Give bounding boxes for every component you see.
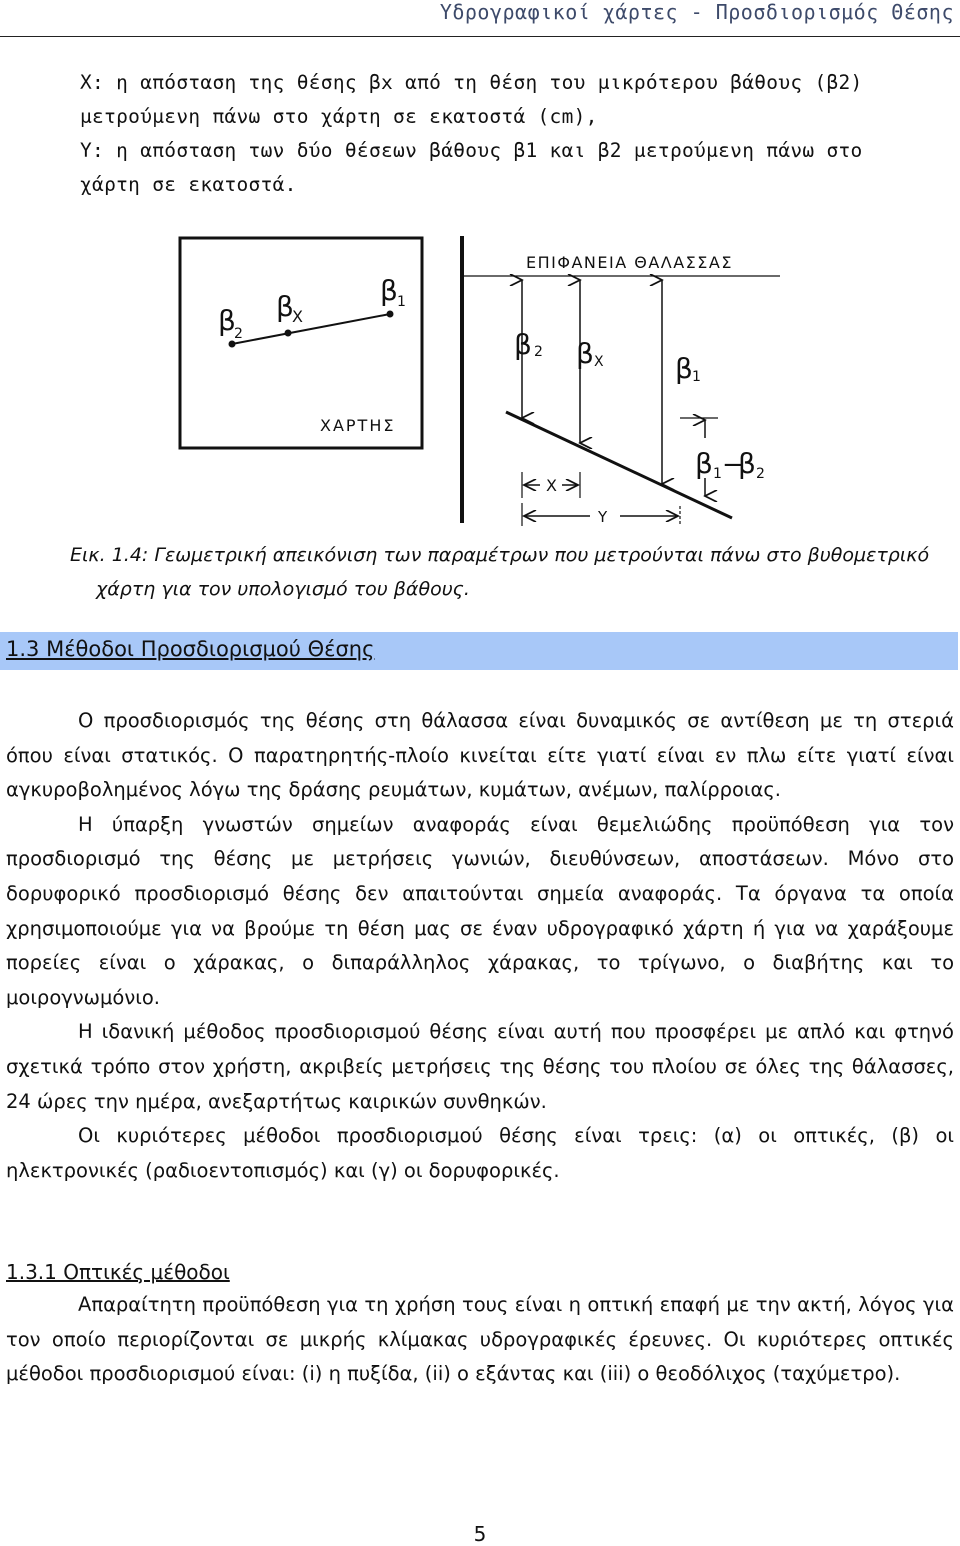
chart-line: [232, 314, 390, 344]
label-b2: β: [218, 304, 236, 337]
label-b2-sub: 2: [234, 326, 243, 342]
paragraph: Ο προσδιορισμός της θέσης στη θάλασσα είναι δυναμικός σε αντίθεση με τη στεριά όπου είναι στατικός. Ο παρατηρητής-πλοίο κινείται είτε γιατί είναι εν πλω είτε γιατί είναι αγκυροβολημένος λόγω της δράσης ρευμάτων, κυμάτων, ανέμων, παλίρροιας.: [6, 709, 954, 802]
depth-figure: [170, 228, 790, 528]
section-title: 1.3 Μέθοδοι Προσδιορισμού Θέσης: [6, 637, 375, 661]
svg-text:β: β: [576, 337, 594, 370]
svg-text:β: β: [675, 352, 693, 385]
svg-text:β: β: [514, 328, 532, 361]
svg-text:1: 1: [713, 466, 722, 482]
svg-text:1: 1: [692, 369, 701, 385]
intro-line: Χ: η απόσταση της θέσης βx από τη θέση του μικρότερου βάθους (β2): [80, 71, 863, 94]
label-bx: β: [276, 290, 294, 323]
svg-text:β: β: [738, 447, 756, 480]
caption-line: Εικ. 1.4: Γεωμετρική απεικόνιση των παραμέτρων που μετρούνται πάνω στο βυθομετρικό: [70, 544, 930, 566]
sea-surface-label: ΕΠΙΦΑΝΕΙΑ ΘΑΛΑΣΣΑΣ: [526, 253, 733, 272]
caption-line: χάρτη για τον υπολογισμό του βάθους.: [96, 578, 470, 600]
svg-text:X: X: [594, 354, 604, 370]
point-bx: [285, 330, 292, 337]
svg-text:−: −: [722, 450, 744, 480]
point-b1: [387, 311, 394, 318]
paragraph: Η ύπαρξη γνωστών σημείων αναφοράς είναι θεμελιώδης προϋπόθεση για τον προσδιορισμό της θέσης με μετρήσεις γωνιών, διευθύνσεων, αποστάσεων. Μόνο στο δορυφορικό προσδιορισμό θέσης δεν απαιτούνται σημεία αναφοράς. Τα όργανα τα οποία χρησιμοποιούμε για να βρούμε τη θέση μας σε έναν υδρογραφικό χάρτη ή για να χαράξουμε πορείες είναι ο χάρακας, ο διπαράλληλος χάρακας, το τρίγωνο, ο διαβήτης και το μοιρογνωμόνιο.: [6, 812, 954, 1009]
label-b1-sub: 1: [397, 294, 406, 310]
paragraph: Η ιδανική μέθοδος προσδιορισμού θέσης είναι αυτή που προσφέρει με απλό και φτηνό σχετικά τρόπο στον χρήστη, ακριβείς μετρήσεις της θέσης του πλοίου σε όλες της θάλασσες, 24 ώρες την ημέρα, ανεξαρτήτως καιρικών συνθηκών.: [6, 1020, 954, 1113]
running-header: Υδρογραφικοί χάρτες - Προσδιορισμός Θέσης: [439, 0, 954, 24]
svg-text:2: 2: [534, 344, 543, 360]
diff-label: β: [695, 447, 713, 480]
page-number: 5: [473, 1522, 487, 1546]
intro-line: χάρτη σε εκατοστά.: [80, 173, 297, 196]
subsection-title: 1.3.1 Οπτικές μέθοδοι: [6, 1260, 230, 1284]
intro-line: μετρούμενη πάνω στο χάρτη σε εκατοστά (cm),: [80, 105, 598, 128]
intro-line: Υ: η απόσταση των δύο θέσεων βάθους β1 και β2 μετρούμενη πάνω στο: [80, 139, 863, 162]
subsection-body: [6, 1288, 954, 1392]
svg-text:2: 2: [756, 466, 765, 482]
figure-caption: [70, 538, 950, 606]
chart-box: [180, 238, 422, 448]
paragraph: Απαραίτητη προϋπόθεση για τη χρήση τους είναι η οπτική επαφή με την ακτή, λόγος για τον οποίο περιορίζονται σε μικρής κλίμακας υδρογραφικές έρευνες. Οι κυριότερες οπτικές μέθοδοι προσδιορισμού είναι: (i) η πυξίδα, (ii) ο εξάντας και (iii) ο θεοδόλιχος (ταχύμετρο).: [6, 1293, 954, 1386]
header-rule: [0, 36, 960, 37]
section-body: [6, 704, 954, 1188]
paragraph: Οι κυριότερες μέθοδοι προσδιορισμού θέσης είναι τρεις: (α) οι οπτικές, (β) οι ηλεκτρονικές (ραδιοεντοπισμός) και (γ) οι δορυφορικές.: [6, 1124, 954, 1182]
profile-diagram: [462, 236, 780, 526]
label-bx-sub: X: [292, 307, 303, 326]
dim-y-label: Υ: [598, 508, 608, 526]
label-b1: β: [380, 274, 398, 307]
dim-x-label: Χ: [546, 476, 557, 495]
intro-definitions: [80, 66, 955, 202]
chart-label: ΧΑΡΤΗΣ: [320, 416, 396, 435]
